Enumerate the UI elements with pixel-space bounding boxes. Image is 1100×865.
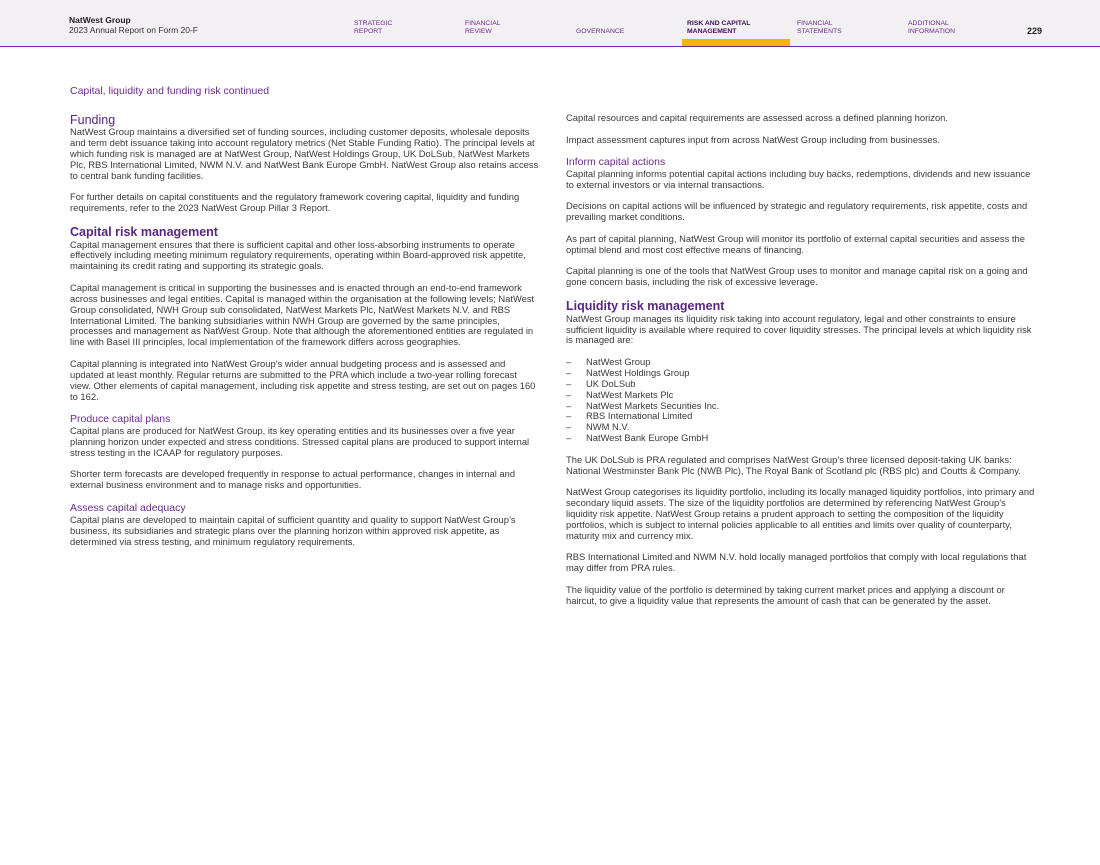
funding-heading: Funding <box>70 113 116 127</box>
lrm-paragraph-1: NatWest Group manages its liquidity risk taking into account regulatory, legal and other constraints to ensure sufficient liquidity is available where required to cover liquidity stresses. The principal levels at which liquidity risk is managed are: <box>566 312 1032 346</box>
active-nav-indicator <box>682 39 790 46</box>
crm-paragraph-1: Capital management ensures that there is sufficient capital and other loss-absorbing instruments to operate effectively including meeting minimum regulatory requirements, operating within Board-approved risk appetite, maintaining its credit rating and supporting its strategic goals. <box>70 238 526 272</box>
section-label: Capital, liquidity and funding risk continued <box>70 85 270 97</box>
page-header <box>0 0 1100 47</box>
ica-paragraph-4: Capital planning is one of the tools that NatWest Group uses to monitor and manage capital risk on a going and gone concern basis, including the risk of excessive leverage. <box>566 265 1028 288</box>
nav-governance[interactable]: GOVERNANCE <box>576 28 625 35</box>
list-item: – NatWest Group <box>566 357 1036 368</box>
assess-capital-adequacy-heading: Assess capital adequacy <box>70 501 186 514</box>
produce-capital-plans-heading: Produce capital plans <box>70 413 171 426</box>
nav-strategic-report[interactable]: STRATEGIC REPORT <box>354 20 393 35</box>
ica-paragraph-2: Decisions on capital actions will be influenced by strategic and regulatory requirements, risk appetite, costs and prevailing market conditions. <box>566 200 1028 223</box>
funding-paragraph-1: NatWest Group maintains a diversified set of funding sources, including customer deposits, wholesale deposits and term debt issuance taking into account regulatory metrics (Net Stable Funding Ratio). The principal levels at which funding risk is managed are at NatWest Group, NatWest Holdings Group, UK DoLSub, NatWest Markets Plc, RBS International Limited, NWM N.V. and NatWest Bank Europe GmbH. NatWest Group also retains access to central bank funding facilities. <box>70 126 539 181</box>
nav-risk-and-capital-management[interactable]: RISK AND CAPITAL MANAGEMENT <box>687 20 751 35</box>
crm-paragraph-3: Capital planning is integrated into NatWest Group’s wider annual budgeting process and is assessed and updated at least monthly. Regular returns are submitted to the PRA which include a two-year rolling forecast view. Other elements of capital management, including risk appetite and stress testing, are set out on pages 160 to 162. <box>70 357 536 402</box>
list-item: – RBS International Limited <box>566 411 1036 422</box>
lrm-paragraph-3: NatWest Group categorises its liquidity portfolio, including its locally managed liquidity portfolios, into primary and secondary liquid assets. The size of the liquidity portfolios are determined by referencing NatWest Group’s liquidity risk appetite. NatWest Group retains a prudent approach to setting the composition of the liquidity portfolios, which is subject to internal policies applicable to all entities and limits over quality of counterparty, maturity mix and currency mix. <box>566 486 1035 541</box>
aca-paragraph-1: Capital plans are developed to maintain capital of sufficient quantity and quality to support NatWest Group’s business, its subsidiaries and strategic plans over the planning horizon within approved risk appetite, as determined via stress testing, and minimum regulatory requirements. <box>70 513 516 547</box>
list-item: – NWM N.V. <box>566 422 1036 433</box>
liquidity-risk-management-heading: Liquidity risk management <box>566 298 725 313</box>
right-column <box>566 113 1036 617</box>
capital-risk-management-heading: Capital risk management <box>70 224 218 239</box>
lrm-paragraph-4: RBS International Limited and NWM N.V. hold locally managed portfolios that comply with local regulations that may differ from PRA rules. <box>566 551 1027 574</box>
list-item: – UK DoLSub <box>566 379 1036 390</box>
nav-financial-statements[interactable]: FINANCIAL STATEMENTS <box>797 20 842 35</box>
nav-financial-review[interactable]: FINANCIAL REVIEW <box>465 20 501 35</box>
brand-title: NatWest Group <box>69 15 131 25</box>
brand-block <box>69 15 198 35</box>
inform-capital-actions-heading: Inform capital actions <box>566 156 666 168</box>
crm-paragraph-2: Capital management is critical in supporting the businesses and is enacted through an end-to-end framework across businesses and legal entities. Capital is managed within the organisation at the following levels; NatWest Group consolidated, NWH Group sub consolidated, NatWest Markets Plc, NatWest Markets N.V. and RBS International Limited. The banking subsidiaries within NWH Group are governed by the same principles, processes and management as NatWest Group. Note that although the aforementioned entities are regulated in line with Basel III principles, local implementation of the framework differs across geographies. <box>70 281 535 348</box>
list-item: – NatWest Holdings Group <box>566 368 1036 379</box>
report-subtitle: 2023 Annual Report on Form 20-F <box>69 25 198 35</box>
impact-assessment-paragraph: Impact assessment captures input from across NatWest Group including from businesses. <box>566 133 940 145</box>
planning-horizon-paragraph: Capital resources and capital requirements are assessed across a defined planning horizon. <box>566 112 948 123</box>
page-number: 229 <box>1027 26 1043 36</box>
liquidity-levels-list <box>566 357 1036 444</box>
funding-paragraph-2: For further details on capital constituents and the regulatory framework covering capital, liquidity and funding requirements, refer to the 2023 NatWest Group Pillar 3 Report. <box>70 191 520 214</box>
ica-paragraph-3: As part of capital planning, NatWest Group will monitor its portfolio of external capital securities and assess the optimal blend and most cost effective means of financing. <box>566 232 1025 255</box>
pcp-paragraph-2: Shorter term forecasts are developed frequently in response to actual performance, changes in internal and external business environment and to manage risks and opportunities. <box>70 468 516 491</box>
list-item: – NatWest Markets Securities Inc. <box>566 401 1036 412</box>
list-item: – NatWest Bank Europe GmbH <box>566 433 1036 444</box>
ica-paragraph-1: Capital planning informs potential capital actions including buy backs, redemptions, dividends and new issuance to external investors or via internal transactions. <box>566 168 1031 190</box>
pcp-paragraph-1: Capital plans are produced for NatWest Group, its key operating entities and its businesses over a five year planning horizon under expected and stress conditions. Stressed capital plans are produced to support internal stress testing in the ICAAP for regulatory purposes. <box>70 425 530 458</box>
left-column <box>70 113 540 558</box>
lrm-paragraph-2: The UK DoLSub is PRA regulated and comprises NatWest Group’s three licensed deposit-taking UK banks: National Westminster Bank Plc (NWB Plc), The Royal Bank of Scotland plc (RBS plc) and Coutts & Company. <box>566 453 1021 476</box>
nav-additional-information[interactable]: ADDITIONAL INFORMATION <box>908 20 956 35</box>
lrm-paragraph-5: The liquidity value of the portfolio is determined by taking current market prices and applying a discount or haircut, to give a liquidity value that represents the amount of cash that can be generated by the asset. <box>566 583 1005 606</box>
list-item: – NatWest Markets Plc <box>566 390 1036 401</box>
